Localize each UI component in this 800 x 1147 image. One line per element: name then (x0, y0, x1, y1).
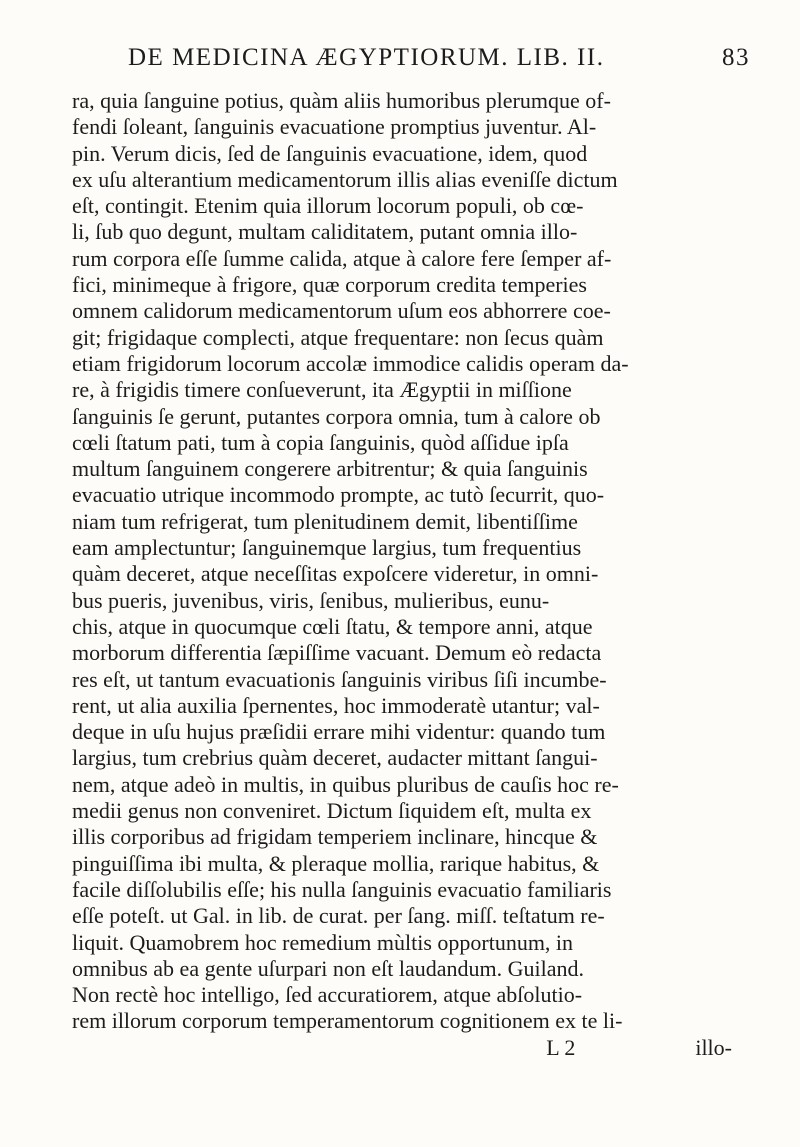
text-line: largius, tum crebrius quàm deceret, audacter mittant ſangui- (72, 745, 598, 771)
text-line: ra, quia ſanguine potius, quàm aliis humoribus plerumque of- (72, 88, 611, 113)
text-line: re, à frigidis timere conſueverunt, ita Ægyptii in miſſione (72, 377, 572, 403)
text-line: fendi ſoleant, ſanguinis evacuatione promptius juventur. Al- (72, 114, 597, 140)
text-line: li, ſub quo degunt, multam caliditatem, putant omnia illo- (72, 219, 578, 245)
text-line: cœli ſtatum pati, tum à copia ſanguinis, quòd aſſidue ipſa (72, 429, 569, 455)
text-line: chis, atque in quocumque cœli ſtatu, & tempore anni, atque (72, 613, 593, 639)
text-line: bus pueris, juvenibus, viris, ſenibus, mulieribus, eunu- (72, 587, 550, 613)
text-line: facile diſſolubilis eſſe; his nulla ſanguinis evacuatio familiaris (72, 876, 612, 902)
text-line: ex uſu alterantium medicamentorum illis alias eveniſſe dictum (72, 166, 618, 192)
text-line: etiam frigidorum locorum accolæ immodice calidis operam da- (72, 350, 629, 376)
text-line: ſanguinis ſe gerunt, putantes corpora omnia, tum à calore ob (72, 403, 601, 429)
text-line: niam tum refrigerat, tum plenitudinem demit, libentiſſime (72, 508, 578, 534)
body-text (72, 88, 772, 1061)
text-line: multum ſanguinem congerere arbitrentur; & quia ſanguinis (72, 456, 588, 482)
text-line: rum corpora eſſe ſumme calida, atque à calore fere ſemper af- (72, 245, 612, 271)
text-line: deque in uſu hujus præſidii errare mihi videntur: quando tum (72, 719, 606, 745)
text-line: quàm deceret, atque neceſſitas expoſcere videretur, in omni- (72, 561, 599, 587)
text-line: res eſt, ut tantum evacuationis ſanguinis viribus ſiſi incumbe- (72, 666, 607, 692)
text-line: morborum differentia ſæpiſſime vacuant. Demum eò redacta (72, 640, 602, 666)
page-footer-line (72, 1035, 772, 1061)
text-line: rent, ut alia auxilia ſpernentes, hoc immoderatè utantur; val- (72, 692, 600, 718)
signature-mark: L 2 (546, 1034, 576, 1060)
text-line: git; frigidaque complecti, atque frequentare: non ſecus quàm (72, 324, 604, 350)
text-line: eſſe poteſt. ut Gal. in lib. de curat. per ſang. miſſ. teſtatum re- (72, 903, 605, 929)
text-line: evacuatio utrique incommodo prompte, ac tutò ſecurrit, quo- (72, 482, 605, 508)
text-line: pin. Verum dicis, ſed de ſanguinis evacuatione, idem, quod (72, 140, 588, 166)
text-line: nem, atque adeò in multis, in quibus pluribus de cauſis hoc re- (72, 771, 619, 797)
text-line: pinguiſſima ibi multa, & pleraque mollia, rarique habitus, & (72, 850, 600, 876)
text-line: illis corporibus ad frigidam temperiem inclinare, hincque & (72, 824, 598, 850)
text-line: eam amplectuntur; ſanguinemque largius, tum frequentius (72, 535, 582, 561)
text-line: Non rectè hoc intelligo, ſed accuratiorem, atque abſolutio- (72, 982, 583, 1008)
text-line: fici, minimeque à frigore, quæ corporum credita temperies (72, 272, 587, 298)
text-line: omnibus ab ea gente uſurpari non eſt laudandum. Guiland. (72, 955, 584, 981)
text-line: medii genus non conveniret. Dictum ſiquidem eſt, multa ex (72, 798, 592, 824)
text-line: eſt, contingit. Etenim quia illorum locorum populi, ob cœ- (72, 193, 584, 219)
running-title: DE MEDICINA ÆGYPTIORUM. LIB. II. (128, 44, 605, 71)
running-head (128, 44, 788, 80)
text-line: omnem calidorum medicamentorum uſum eos abhorrere coe- (72, 298, 611, 324)
text-line: rem illorum corporum temperamentorum cognitionem ex te li- (72, 1008, 623, 1034)
page-number: 83 (722, 44, 750, 71)
text-line: liquit. Quamobrem hoc remedium mùltis opportunum, in (72, 929, 574, 955)
catchword: illo- (695, 1034, 732, 1060)
